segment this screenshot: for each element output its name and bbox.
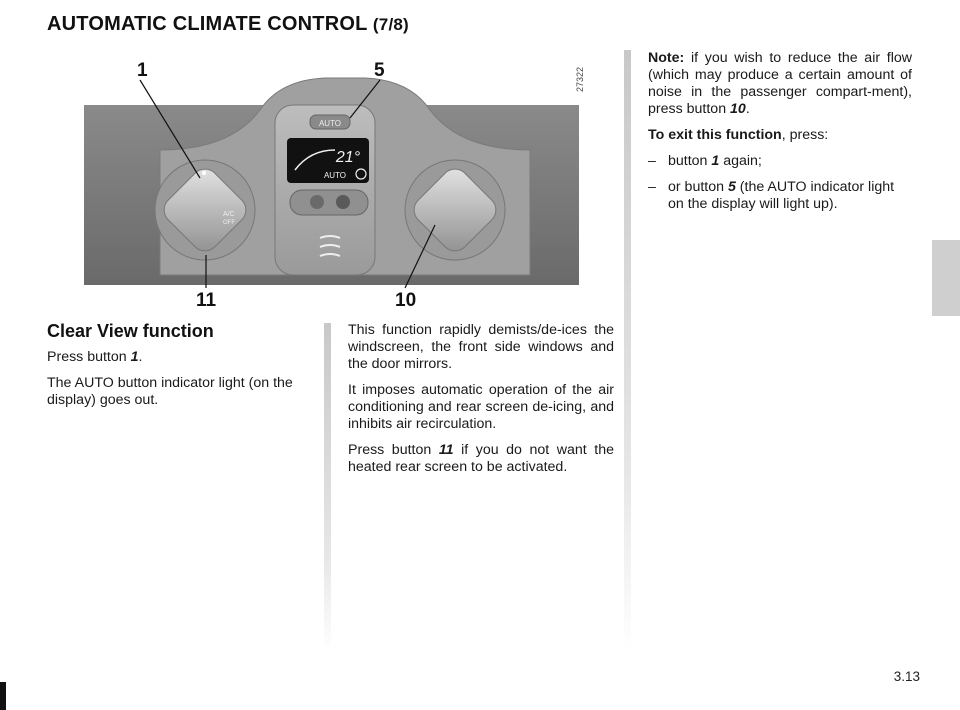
callout-11: 11 xyxy=(196,290,217,311)
list-dash: – xyxy=(648,179,656,195)
section-heading: Clear View function xyxy=(47,321,214,341)
left-paragraph-2: The AUTO button indicator light (on the display) goes out. xyxy=(47,375,293,408)
list-item-suffix: (the AUTO indicator light on the display will light up). xyxy=(668,179,895,212)
middle-paragraph-3 xyxy=(348,442,614,476)
lower-button-strip xyxy=(290,190,368,215)
corner-crop-mark xyxy=(0,682,6,710)
list-item xyxy=(648,179,912,213)
off-label: OFF xyxy=(223,220,235,226)
note-paragraph xyxy=(648,50,912,118)
middle-paragraph-2: It imposes automatic operation of the air conditioning and rear screen de-icing, and inhibits air recirculation. xyxy=(348,382,614,432)
list-item-button-number: 5 xyxy=(727,179,736,195)
ac-label: A/C xyxy=(223,211,235,218)
list-item-prefix: or button xyxy=(668,179,728,195)
left-paragraph-1 xyxy=(47,349,315,366)
list-item-suffix: again; xyxy=(719,153,762,169)
callout-1: 1 xyxy=(137,60,148,81)
list-item-button-number: 1 xyxy=(711,153,720,169)
callout-10: 10 xyxy=(395,290,417,311)
figure-id: 27322 xyxy=(575,66,585,92)
callout-5: 5 xyxy=(374,60,385,81)
climate-panel-drawing xyxy=(80,50,615,315)
display-temperature: 21° xyxy=(335,149,361,166)
middle-p3-suffix: if you do not want the heated rear screen to be activated. xyxy=(348,442,614,475)
list-item xyxy=(648,153,912,170)
note-button-number: 10 xyxy=(730,101,746,117)
auto-button-label: AUTO xyxy=(318,119,342,128)
left-column xyxy=(47,349,315,418)
middle-paragraph-1: This function rapidly demists/de-ices the windscreen, the front side windows and the door mirrors. xyxy=(348,322,614,372)
note-label: Note: xyxy=(648,50,685,66)
middle-column xyxy=(348,322,614,485)
column-divider-right xyxy=(624,50,631,650)
exit-suffix: , press: xyxy=(781,127,829,143)
note-text-prefix: if you wish to reduce the air flow (which may produce a certain amount of noise in the passenger compart-ment), press button xyxy=(648,50,912,117)
page-title xyxy=(47,13,409,36)
climate-panel-illustration xyxy=(80,50,615,315)
middle-p3-prefix: Press button xyxy=(348,442,439,458)
page-title-suffix: (7/8) xyxy=(372,15,409,34)
column-divider-left xyxy=(324,323,331,653)
clear-view-indicator-dot xyxy=(202,171,206,175)
exit-paragraph xyxy=(648,127,912,144)
left-p1-suffix: . xyxy=(138,349,143,365)
left-p1-prefix: Press button xyxy=(47,349,131,365)
list-dash: – xyxy=(648,153,656,169)
left-p1-button-number: 1 xyxy=(130,349,139,365)
chapter-side-tab xyxy=(932,240,960,316)
display-auto-indicator: AUTO xyxy=(323,171,347,180)
page-title-text: AUTOMATIC CLIMATE CONTROL xyxy=(47,13,368,35)
list-item-prefix: button xyxy=(668,153,712,169)
right-column xyxy=(648,50,912,222)
lower-button-left[interactable] xyxy=(310,195,324,209)
lower-button-right[interactable] xyxy=(336,195,350,209)
middle-p3-button-number: 11 xyxy=(438,442,454,458)
note-text-suffix: . xyxy=(745,101,750,117)
exit-label: To exit this function xyxy=(648,127,782,143)
page-number: 3.13 xyxy=(893,669,920,684)
